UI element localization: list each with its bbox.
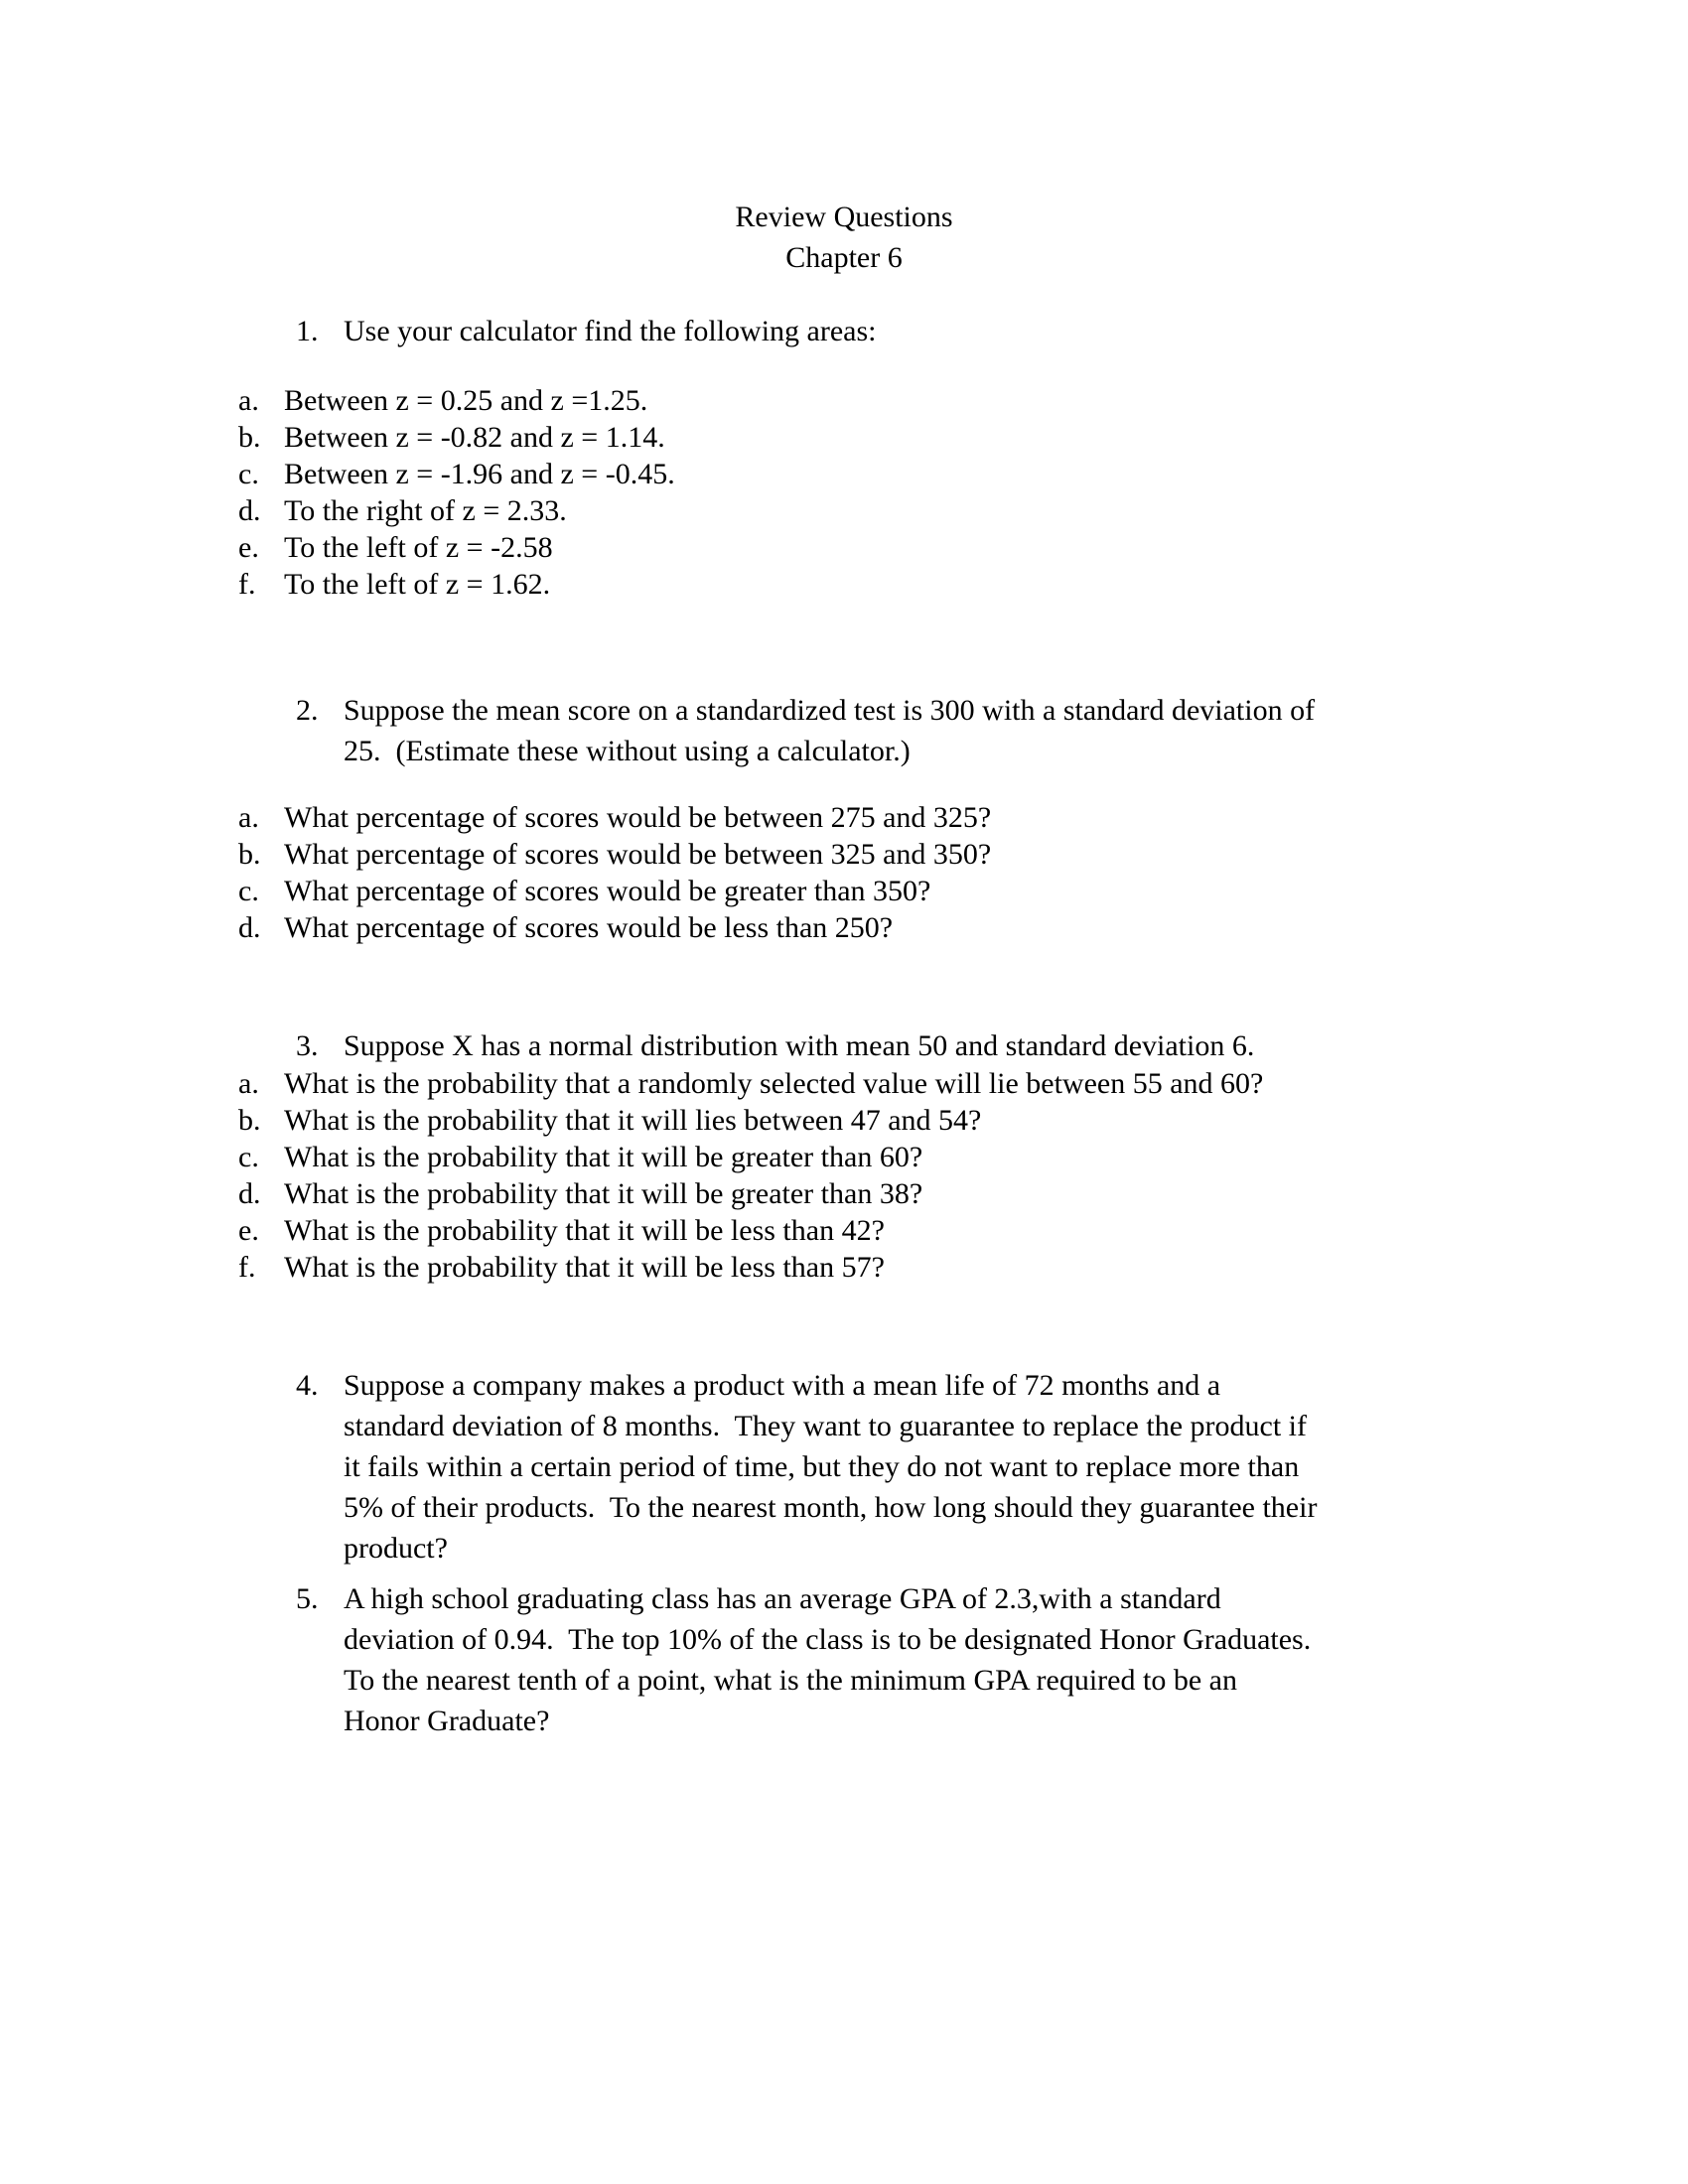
list-item <box>238 456 675 492</box>
sub-item-1d-text: To the right of z = 2.33. <box>284 494 567 527</box>
question-3-sub-items <box>238 1065 1263 1286</box>
sub-item-2a-marker: a. <box>238 801 259 834</box>
sub-item-1e-text: To the left of z = -2.58 <box>284 531 553 564</box>
question-4-number: 4. <box>296 1369 319 1402</box>
sub-item-3a-marker: a. <box>238 1067 259 1100</box>
question-4 <box>296 1365 1418 1569</box>
sub-item-3d-text: What is the probability that it will be greater than 38? <box>284 1177 923 1210</box>
sub-item-3b-text: What is the probability that it will lies between 47 and 54? <box>284 1104 982 1137</box>
sub-item-3c-text: What is the probability that it will be greater than 60? <box>284 1141 923 1173</box>
sub-item-3a-text: What is the probability that a randomly selected value will lie between 55 and 60? <box>284 1067 1264 1100</box>
sub-item-1c-marker: c. <box>238 458 259 490</box>
question-1-sub-items <box>238 382 675 603</box>
sub-item-1f-marker: f. <box>238 568 256 601</box>
question-3-line-1: Suppose X has a normal distribution with mean 50 and standard deviation 6. <box>344 1029 1255 1062</box>
question-4-line-3: it fails within a certain period of time, but they do not want to replace more than <box>344 1450 1300 1483</box>
sub-item-2b-marker: b. <box>238 838 261 871</box>
question-2-number: 2. <box>296 694 319 727</box>
question-2-line-2: 25. (Estimate these without using a calculator.) <box>344 735 911 767</box>
question-5-line-2: deviation of 0.94. The top 10% of the class is to be designated Honor Graduates. <box>344 1623 1312 1656</box>
sub-item-1f-text: To the left of z = 1.62. <box>284 568 551 601</box>
sub-item-3c-marker: c. <box>238 1141 259 1173</box>
list-item <box>238 1102 1263 1139</box>
list-item <box>238 836 991 873</box>
question-1-line-1: Use your calculator find the following areas: <box>344 315 877 347</box>
sub-item-2a-text: What percentage of scores would be between 275 and 325? <box>284 801 992 834</box>
question-2-sub-items <box>238 799 991 946</box>
question-5-line-4: Honor Graduate? <box>344 1705 550 1737</box>
sub-item-1d-marker: d. <box>238 494 261 527</box>
question-5-line-1: A high school graduating class has an average GPA of 2.3,with a standard <box>344 1582 1221 1615</box>
question-1-number: 1. <box>296 315 319 347</box>
question-3 <box>296 1025 1408 1066</box>
sub-item-3f-text: What is the probability that it will be less than 57? <box>284 1251 885 1284</box>
page-title <box>303 197 1385 278</box>
list-item <box>238 873 991 909</box>
question-4-line-5: product? <box>344 1532 448 1565</box>
question-3-number: 3. <box>296 1029 319 1062</box>
sub-item-1b-text: Between z = -0.82 and z = 1.14. <box>284 421 665 454</box>
question-4-body <box>344 1365 1418 1569</box>
list-item <box>238 419 675 456</box>
list-item <box>238 799 991 836</box>
sub-item-3b-marker: b. <box>238 1104 261 1137</box>
sub-item-2c-marker: c. <box>238 875 259 907</box>
question-1 <box>296 311 1388 351</box>
list-item <box>238 1212 1263 1249</box>
list-item <box>238 1175 1263 1212</box>
sub-item-2d-marker: d. <box>238 911 261 944</box>
question-2 <box>296 690 1408 771</box>
question-5-line-3: To the nearest tenth of a point, what is the minimum GPA required to be an <box>344 1664 1237 1697</box>
sub-item-1a-marker: a. <box>238 384 259 417</box>
question-2-body <box>344 690 1408 771</box>
list-item <box>238 566 675 603</box>
question-4-line-4: 5% of their products. To the nearest month, how long should they guarantee their <box>344 1491 1318 1524</box>
list-item <box>238 1249 1263 1286</box>
sub-item-2b-text: What percentage of scores would be between 325 and 350? <box>284 838 992 871</box>
sub-item-1e-marker: e. <box>238 531 259 564</box>
list-item <box>238 492 675 529</box>
sub-item-1b-marker: b. <box>238 421 261 454</box>
question-2-line-1: Suppose the mean score on a standardized test is 300 with a standard deviation of <box>344 694 1316 727</box>
sub-item-2d-text: What percentage of scores would be less than 250? <box>284 911 894 944</box>
sub-item-1a-text: Between z = 0.25 and z =1.25. <box>284 384 648 417</box>
question-4-line-1: Suppose a company makes a product with a mean life of 72 months and a <box>344 1369 1221 1402</box>
sub-item-3f-marker: f. <box>238 1251 256 1284</box>
question-5-body <box>344 1578 1418 1741</box>
title-line-2: Chapter 6 <box>785 241 903 274</box>
list-item <box>238 529 675 566</box>
list-item <box>238 1065 1263 1102</box>
list-item <box>238 382 675 419</box>
question-4-line-2: standard deviation of 8 months. They want to guarantee to replace the product if <box>344 1410 1307 1442</box>
question-5-number: 5. <box>296 1582 319 1615</box>
sub-item-1c-text: Between z = -1.96 and z = -0.45. <box>284 458 675 490</box>
sub-item-3e-text: What is the probability that it will be less than 42? <box>284 1214 885 1247</box>
list-item <box>238 1139 1263 1175</box>
question-5 <box>296 1578 1418 1741</box>
sub-item-3d-marker: d. <box>238 1177 261 1210</box>
list-item <box>238 909 991 946</box>
sub-item-2c-text: What percentage of scores would be greater than 350? <box>284 875 931 907</box>
sub-item-3e-marker: e. <box>238 1214 259 1247</box>
title-line-1: Review Questions <box>735 201 953 233</box>
